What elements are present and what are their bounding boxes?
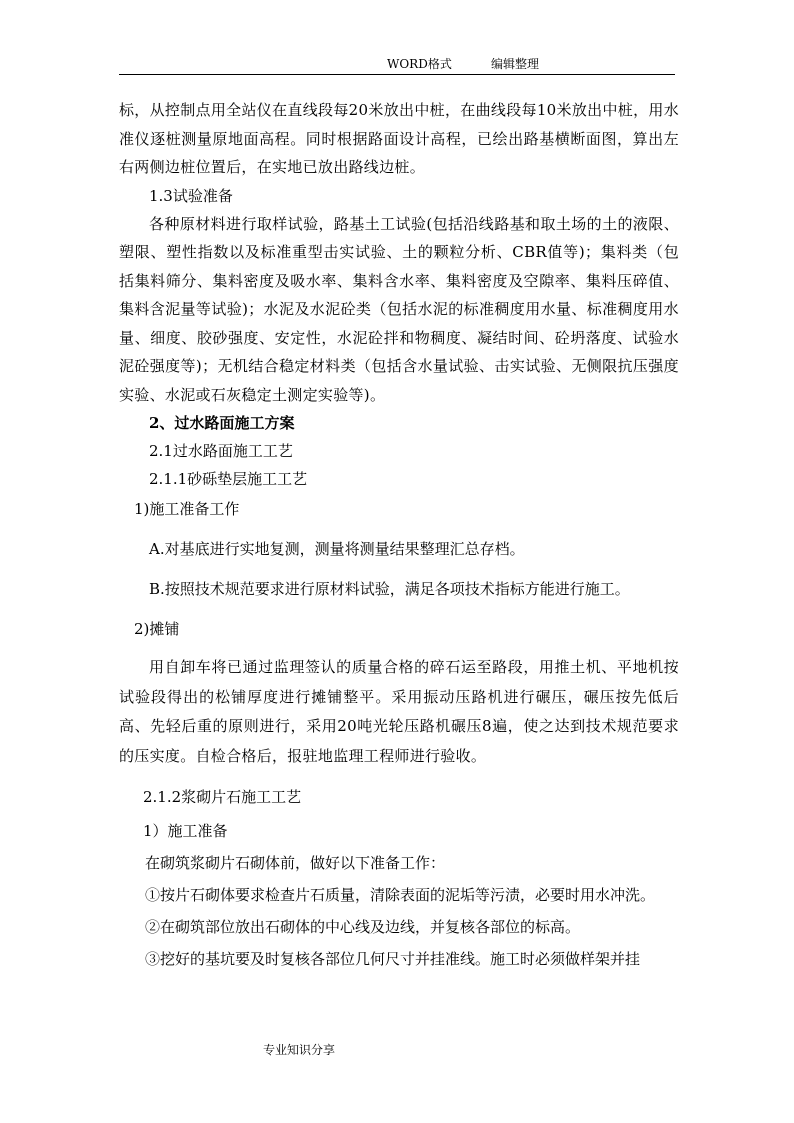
page-header bbox=[119, 54, 675, 75]
page-footer: 专业知识分享 bbox=[263, 1043, 336, 1057]
item-b: B.按照技术规范要求进行原材料试验，满足各项技术指标方能进行施工。 bbox=[149, 580, 630, 598]
header-edit: 编辑整理 bbox=[491, 57, 540, 71]
paragraph-prep-intro: 在砌筑浆砌片石砌体前，做好以下准备工作： bbox=[145, 854, 446, 872]
paragraph-survey: 标，从控制点用全站仪在直线段每20米放出中桩，在曲线段每10米放出中桩，用水准仪逐桩测量原地面高程。同时根据路面设计高程，已绘出路基横断面图，算出左右两侧边桩位置后，在实地已放出路线边桩。 bbox=[119, 101, 679, 176]
heading-1-3: 1.3试验准备 bbox=[149, 186, 233, 205]
document-body bbox=[119, 96, 679, 973]
header-format: WORD格式 bbox=[387, 57, 452, 71]
list-item-1: ①按片石砌体要求检查片石质量，清除表面的泥垢等污渍，必要时用水冲洗。 bbox=[145, 886, 656, 904]
list-item-2: ②在砌筑部位放出石砌体的中心线及边线，并复核各部位的标高。 bbox=[145, 918, 581, 936]
step-paving: 2)摊铺 bbox=[134, 620, 180, 638]
step-construction-prep: 1）施工准备 bbox=[143, 822, 228, 840]
step-prep-work: 1)施工准备工作 bbox=[134, 500, 240, 518]
heading-2-1: 2.1过水路面施工工艺 bbox=[149, 442, 293, 460]
heading-2: 2、过水路面施工方案 bbox=[149, 414, 295, 432]
heading-2-1-1: 2.1.1砂砾垫层施工工艺 bbox=[149, 470, 308, 488]
paragraph-paving: 用自卸车将已通过监理签认的质量合格的碎石运至路段，用推土机、平地机按试验段得出的松铺厚度进行摊铺整平。采用振动压路机进行碾压，碾压按先低后高、先轻后重的原则进行，采用20吨光轮压路机碾压8遍，使之达到技术规范要求的压实度。自检合格后，报驻地监理工程师进行验收。 bbox=[119, 658, 679, 765]
item-a: A.对基底进行实地复测，测量将测量结果整理汇总存档。 bbox=[149, 540, 525, 558]
paragraph-tests: 各种原材料进行取样试验，路基土工试验(包括沿线路基和取土场的土的液限、塑限、塑性指数以及标准重型击实试验、土的颗粒分析、CBR值等)；集料类（包括集料筛分、集料密度及吸水率、集料含水率、集料密度及空隙率、集料压碎值、集料含泥量等试验)；水泥及水泥砼类（包括水泥的标准稠度用水量、标准稠度用水量、细度、胶砂强度、安定性，水泥砼拌和物稠度、凝结时间、砼坍落度、试验水泥砼强度等)；无机结合稳定材料类（包括含水量试验、击实试验、无侧限抗压强度实验、水泥或石灰稳定土测定实验等)。 bbox=[119, 214, 679, 404]
heading-2-1-2: 2.1.2浆砌片石施工工艺 bbox=[143, 788, 302, 806]
list-item-3: ③挖好的基坑要及时复核各部位几何尺寸并挂准线。施工时必须做样架并挂 bbox=[145, 950, 641, 968]
